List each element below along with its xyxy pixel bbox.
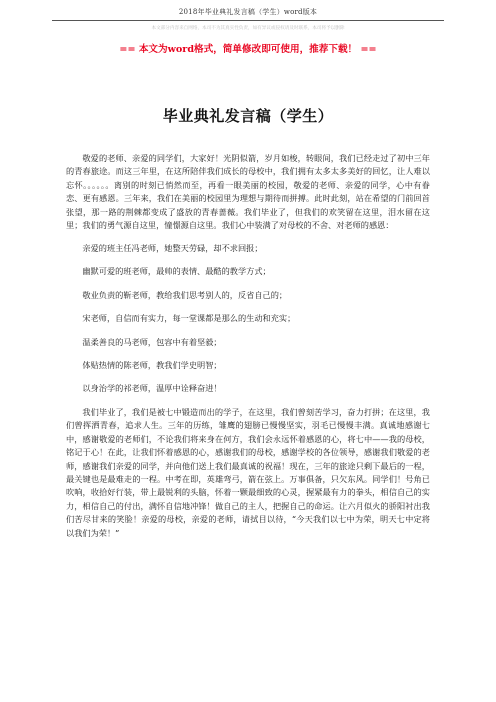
paragraph-teacher-jin: 敬业负责的靳老师，教给我们思考别人的，反省自己的； (82, 289, 288, 300)
paragraph-teacher-song: 宋老师，自信而有实力，每一堂课都是那么的生动和充实； (82, 313, 296, 324)
paragraph-closing: 我们毕业了，我们是被七中锻造而出的学子，在这里，我们曾刻苦学习，奋力打拼；在这里，我们曾挥洒青春，追求人生。三年的历练，雏鹰的翅膀已慢慢坚实，羽毛已慢慢丰满。真诚地感谢七中，感谢敬爱的老师们，不论我们将来身在何方，我们会永远怀着感恩的心，将七中——我的母校，铭记于心！在此，让我们怀着感恩的心，感谢我们的母校，感谢学校的各位领导，感谢我们敬爱的老师，感谢我们亲爱的同学，并向他们送上我们最真诚的祝福！现在，三年的旅途只剩下最后的一程，最关键也是最难走的一程。中考在即，英雄弯弓，箭在弦上。万事俱备，只欠东风。同学们！号角已吹响，收拾好行装，带上最锐利的头脑，怀着一颗最细致的心灵，握紧最有力的拳头，相信自己的实力，相信自己的付出，满怀自信地冲锋！做自己的主人，把握自己的命运。让六月似火的骄阳衬出我们苦尽甘来的笑脸！亲爱的母校，亲爱的老师，请拭目以待，“今天我们以七中为荣，明天七中定将以我们为荣！” (66, 406, 430, 538)
header-divider (52, 20, 444, 21)
page-title: 毕业典礼发言稿（学生） (162, 107, 334, 125)
paragraph-teacher-qi: 以身治学的祁老师，温厚中诠释奋进！ (82, 383, 222, 394)
paragraph-intro: 敬爱的老师、亲爱的同学们，大家好！光阴似箭，岁月如梭，转眼间，我们已经走过了初中三年的青春旅途。而这三年里，在这所陪伴我们成长的母校中，我们拥有太多太多美好的回忆，让人难以忘怀。。。。。。离别的时刻已悄然而至，再看一眼美丽的校园，敬爱的老师、亲爱的同学，心中有眷恋、更有感恩。三年来，我们在美丽的校园里为理想与期待而拼搏。此时此刻，站在希望的门前回首张望，那一路的荆棘都变成了盛放的青春蔷薇。我们毕业了，但我们的欢笑留在这里，泪水留在这里；我们的勇气源自这里，憧憬源自这里。我们心中装满了对母校的不舍、对老师的感恩： (66, 153, 430, 231)
disclaimer-text: 本文部分内容来自网络，本司不为其真实性负责，如有异议或侵权请及时联系，本司将予以删除 (151, 26, 345, 31)
document-title-header: 2018年毕业典礼发言稿（学生）word版本 (178, 8, 318, 16)
paragraph-teacher-ma: 温柔善良的马老师，包容中有着坚毅； (82, 336, 222, 347)
word-format-notice: == 本文为word格式，简单修改即可使用，推荐下载！ == (119, 44, 377, 55)
paragraph-teacher-ban: 幽默可爱的班老师，最帅的表情、最酷的教学方式； (82, 266, 271, 277)
speech-body (66, 152, 430, 550)
paragraph-teacher-chen: 体贴热情的陈老师，教我们学史明智； (82, 360, 222, 371)
page-header (0, 0, 496, 42)
paragraph-teacher-feng: 亲爱的班主任冯老师，她整天劳碌，却不求回报； (82, 243, 263, 254)
